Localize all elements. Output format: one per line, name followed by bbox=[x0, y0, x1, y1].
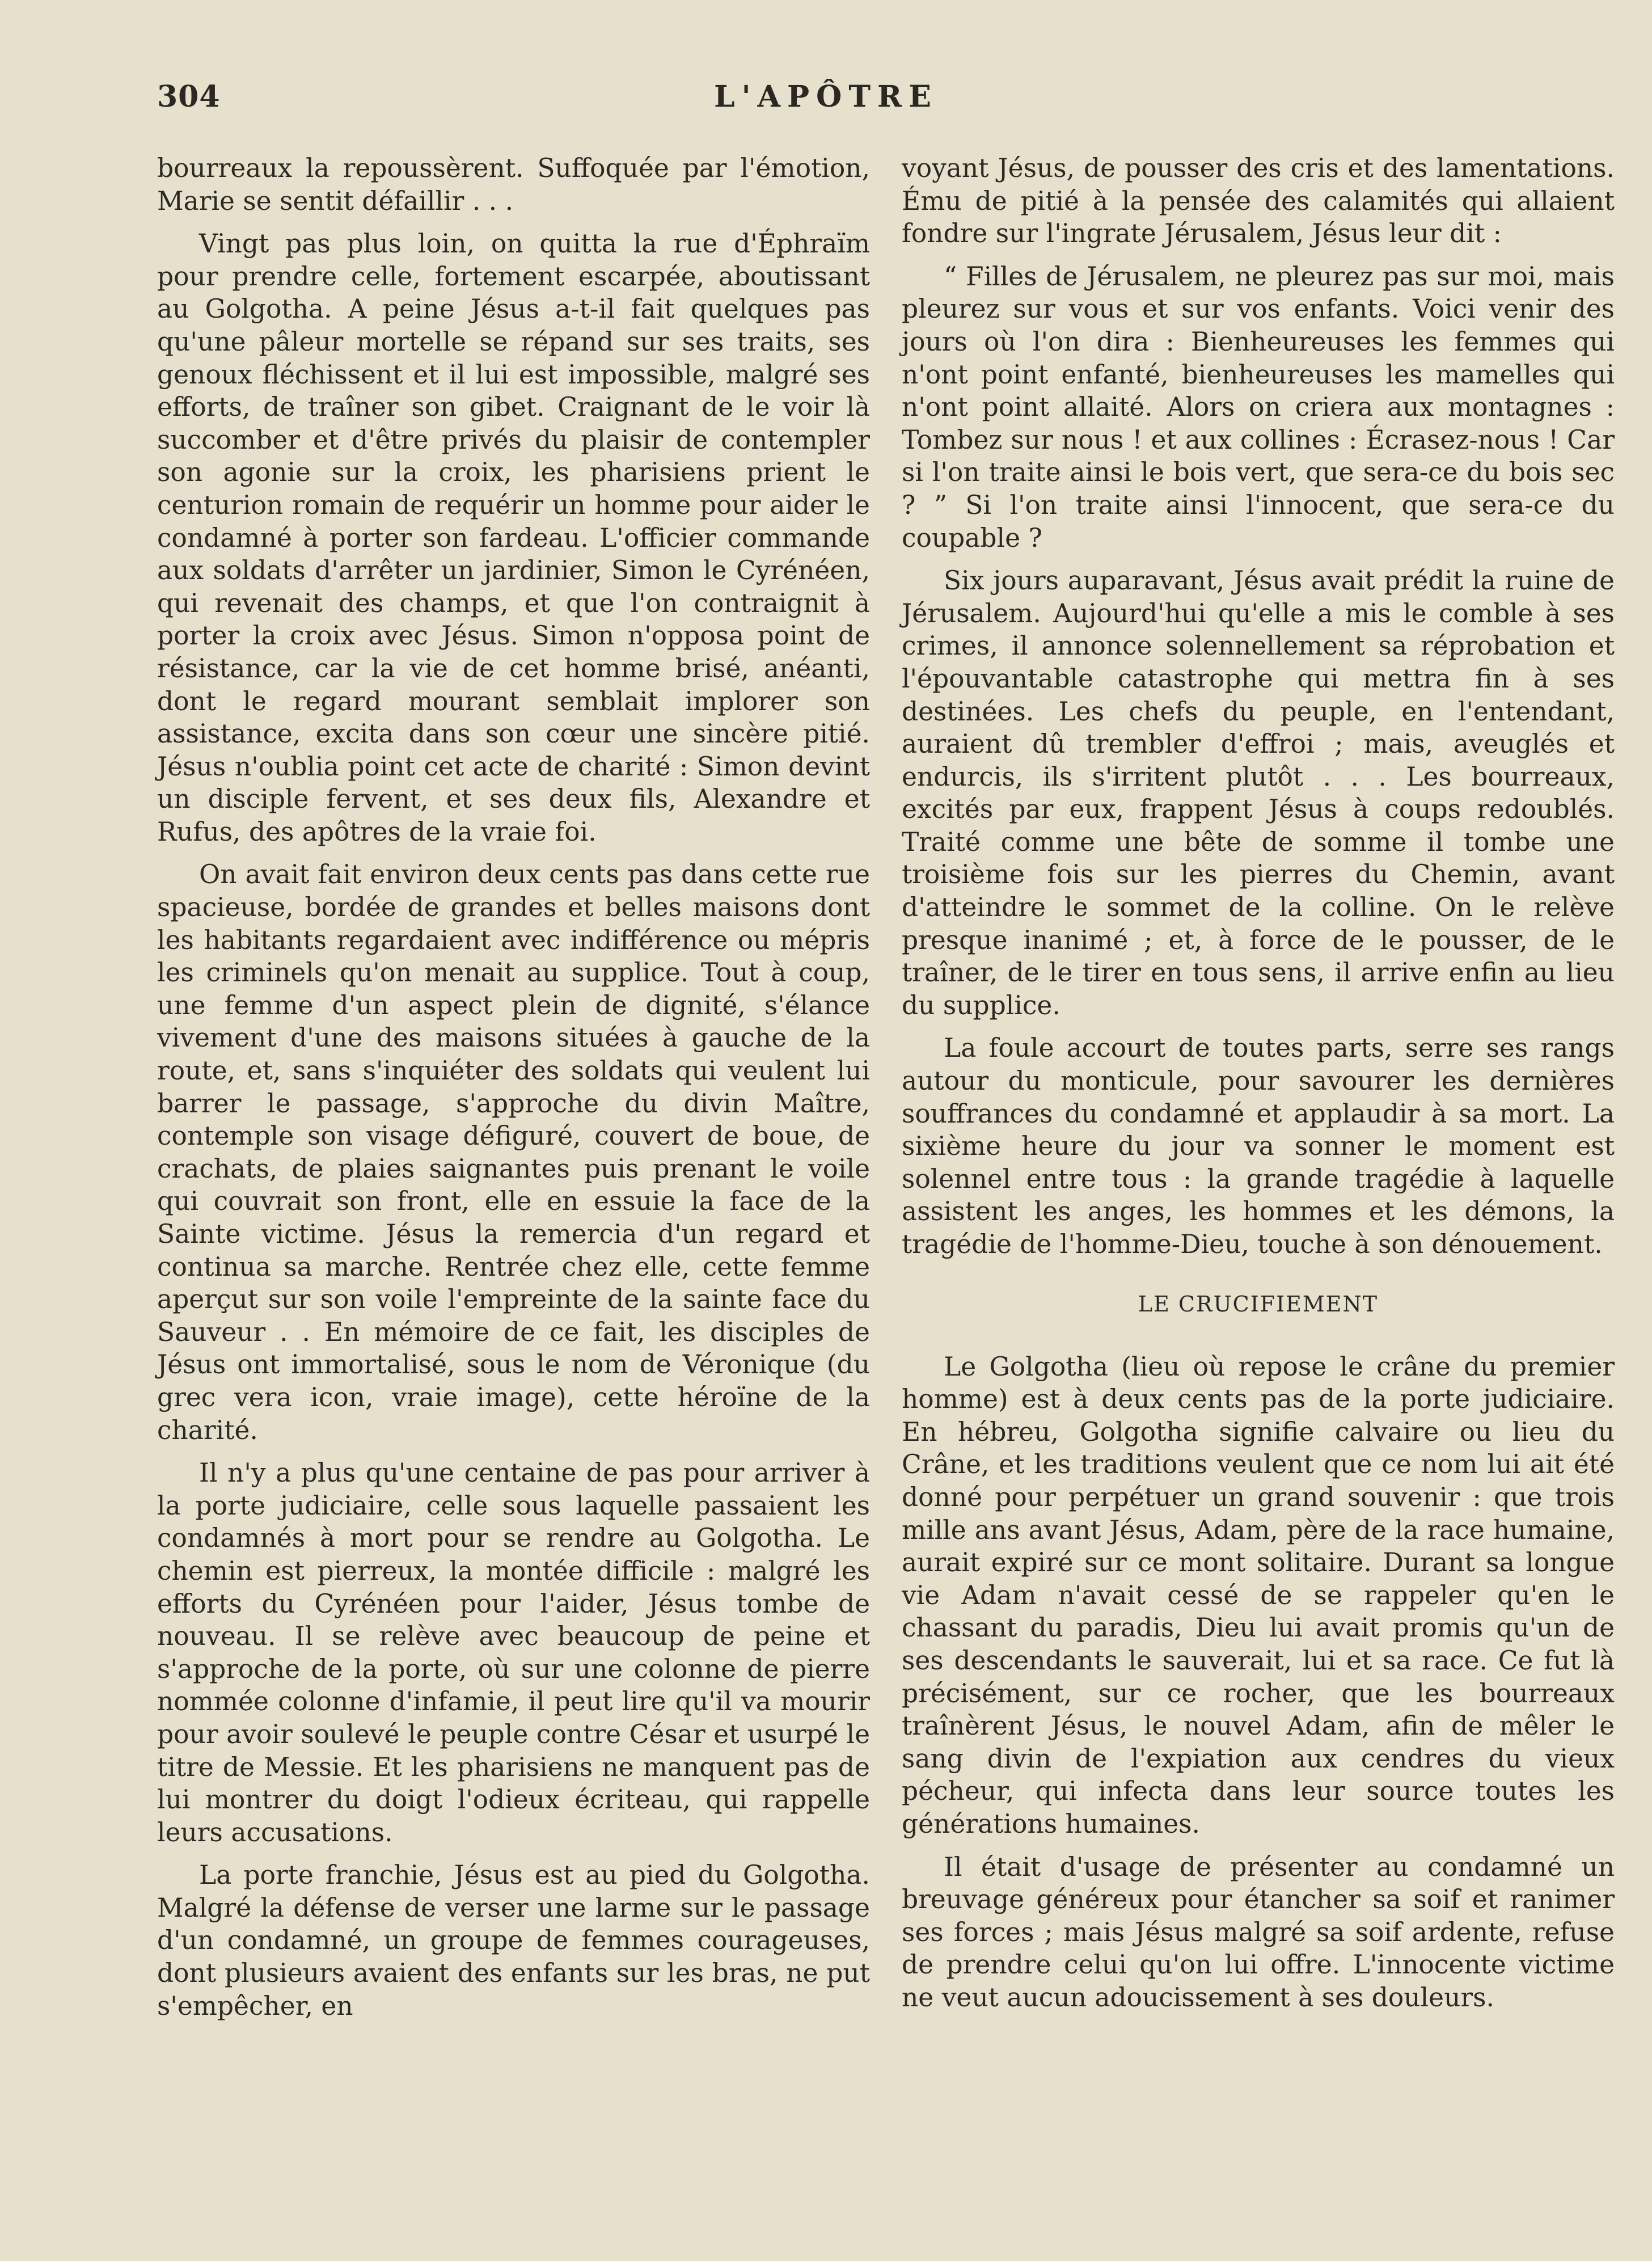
page-number: 304 bbox=[157, 79, 221, 114]
left-column bbox=[157, 152, 870, 2032]
paragraph: bourreaux la repoussèrent. Suffoquée par l'émotion, Marie se sentit défaillir . . . bbox=[157, 153, 870, 216]
paragraph: voyant Jésus, de pousser des cris et des lamentations. Ému de pitié à la pensée des calamités qui allaient fondre sur l'ingrate Jérusalem, Jésus leur dit : bbox=[902, 153, 1615, 249]
paragraph: La porte franchie, Jésus est au pied du Golgotha. Malgré la défense de verser une larme sur le passage d'un condamné, un groupe de femmes courageuses, dont plusieurs avaient des enfants sur les bras, ne put s'empêcher, en bbox=[157, 1860, 870, 2021]
running-title: L'APÔTRE bbox=[714, 79, 938, 114]
paragraph: Vingt pas plus loin, on quitta la rue d'Éphraïm pour prendre celle, fortement escarpée, aboutissant au Golgotha. A peine Jésus a-t-il fait quelques pas qu'une pâleur mortelle se répand sur ses traits, ses genoux fléchissent et il lui est impossible, malgré ses efforts, de traîner son gibet. Craignant de le voir là succomber et d'être privés du plaisir de contempler son agonie sur la croix, les pharisiens prient le centurion romain de requérir un homme pour aider le condamné à porter son fardeau. L'officier commande aux soldats d'arrêter un jardinier, Simon le Cyrénéen, qui revenait des champs, et que l'on contraignit à porter la croix avec Jésus. Simon n'opposa point de résistance, car la vie de cet homme brisé, anéanti, dont le regard mourant semblait implorer son assistance, excita dans son cœur une sincère pitié. Jésus n'oublia point cet acte de charité : Simon devint un disciple fervent, et ses deux fils, Alexandre et Rufus, des apôtres de la vraie foi. bbox=[157, 229, 870, 847]
section-heading: LE CRUCIFIEMENT bbox=[1138, 1291, 1379, 1317]
paragraph: “ Filles de Jérusalem, ne pleurez pas sur moi, mais pleurez sur vous et sur vos enfants. Voici venir des jours où l'on dira : Bienheureuses les femmes qui n'ont point enfanté, bienheureuses les mamelles qui n'ont point allaité. Alors on criera aux montagnes : Tombez sur nous ! et aux collines : Écrasez-nous ! Car si l'on traite ainsi le bois vert, que sera-ce du bois sec ? ” Si l'on traite ainsi l'innocent, que sera-ce du coupable ? bbox=[902, 261, 1615, 553]
paragraph: Il était d'usage de présenter au condamné un breuvage généreux pour étancher sa soif et ranimer ses forces ; mais Jésus malgré sa soif ardente, refuse de prendre celui qu'on lui offre. L'innocente victime ne veut aucun adoucissement à ses douleurs. bbox=[902, 1851, 1615, 2013]
paragraph: Il n'y a plus qu'une centaine de pas pour arriver à la porte judiciaire, celle sous laquelle passaient les condamnés à mort pour se rendre au Golgotha. Le chemin est pierreux, la montée difficile : malgré les efforts du Cyrénéen pour l'aider, Jésus tombe de nouveau. Il se relève avec beaucoup de peine et s'approche de la porte, où sur une colonne de pierre nommée colonne d'infamie, il peut lire qu'il va mourir pour avoir soulevé le peuple contre César et usurpé le titre de Messie. Et les pharisiens ne manquent pas de lui montrer du doigt l'odieux écriteau, qui rappelle leurs accusations. bbox=[157, 1458, 870, 1847]
paragraph: On avait fait environ deux cents pas dans cette rue spacieuse, bordée de grandes et belles maisons dont les habitants regardaient avec indifférence ou mépris les criminels qu'on menait au supplice. Tout à coup, une femme d'un aspect plein de dignité, s'élance vivement d'une des maisons situées à gauche de la route, et, sans s'inquiéter des soldats qui veulent lui barrer le passage, s'approche du divin Maître, contemple son visage défiguré, couvert de boue, de crachats, de plaies saignantes puis prenant le voile qui couvrait son front, elle en essuie la face de la Sainte victime. Jésus la remercia d'un regard et continua sa marche. Rentrée chez elle, cette femme aperçut sur son voile l'empreinte de la sainte face du Sauveur . . En mémoire de ce fait, les disciples de Jésus ont immortalisé, sous le nom de Véronique (du grec vera icon, vraie image), cette héroïne de la charité. bbox=[157, 859, 870, 1445]
paragraph: Six jours auparavant, Jésus avait prédit la ruine de Jérusalem. Aujourd'hui qu'elle a mis le comble à ses crimes, il annonce solennellement sa réprobation et l'épouvantable catastrophe qui mettra fin à ses destinées. Les chefs du peuple, en l'entendant, auraient dû trembler d'effroi ; mais, aveuglés et endurcis, ils s'irritent plutôt . . . Les bourreaux, excités par eux, frappent Jésus à coups redoublés. Traité comme une bête de somme il tombe une troisième fois sur les pierres du Chemin, avant d'atteindre le sommet de la colline. On le relève presque inanimé ; et, à force de le pousser, de le traîner, de le tirer en tous sens, il arrive enfin au lieu du supplice. bbox=[902, 566, 1615, 1020]
right-column bbox=[902, 152, 1615, 2024]
paragraph: Le Golgotha (lieu où repose le crâne du premier homme) est à deux cents pas de la porte judiciaire. En hébreu, Golgotha signifie calvaire ou lieu du Crâne, et les traditions veulent que ce nom lui ait été donné pour perpétuer un grand souvenir : que trois mille ans avant Jésus, Adam, père de la race humaine, aurait expiré sur ce mont solitaire. Durant sa longue vie Adam n'avait cessé de se rappeler qu'en le chassant du paradis, Dieu lui avait promis qu'un de ses descendants le sauverait, lui et sa race. Ce fut là précisément, sur ce rocher, que les bourreaux traînèrent Jésus, le nouvel Adam, afin de mêler le sang divin de l'expiation aux cendres du vieux pécheur, qui infecta dans leur source toutes les générations humaines. bbox=[902, 1351, 1615, 1839]
paragraph: La foule accourt de toutes parts, serre ses rangs autour du monticule, pour savourer les dernières souffrances du condamné et applaudir à sa mort. La sixième heure du jour va sonner le moment est solennel entre tous : la grande tragédie à laquelle assistent les anges, les hommes et les démons, la tragédie de l'homme-Dieu, touche à son dénouement. bbox=[902, 1033, 1615, 1259]
